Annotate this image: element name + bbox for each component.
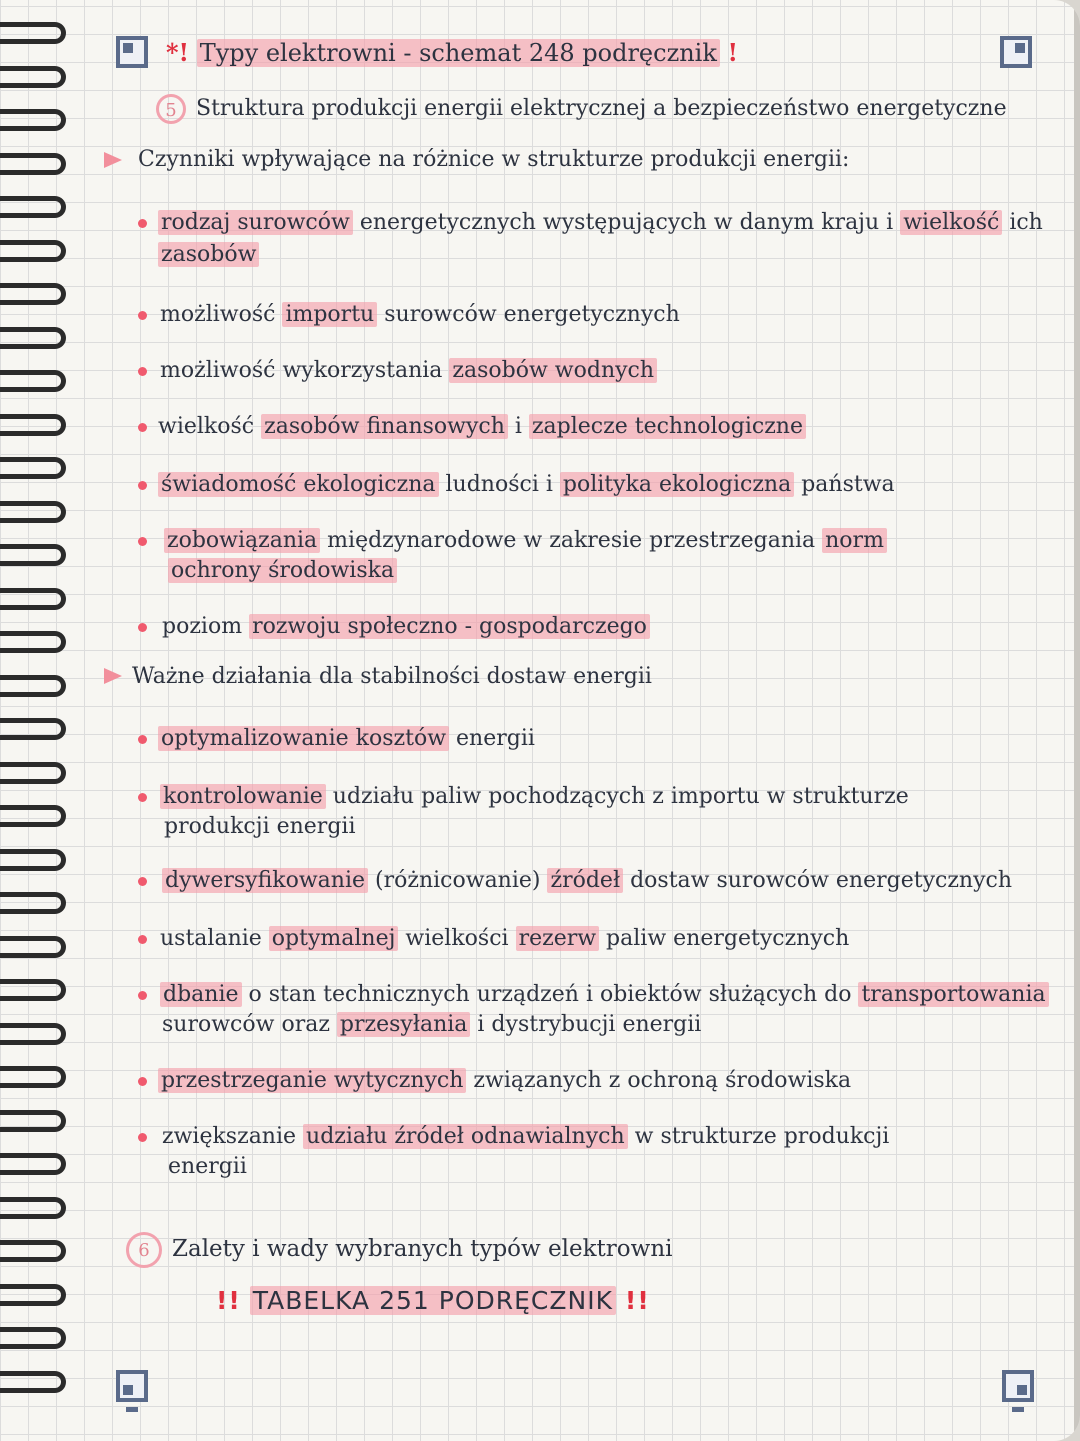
highlighted-text: polityka ekologiczna [560, 472, 794, 497]
spiral-ring [0, 1197, 66, 1219]
corner-marker-icon [1000, 36, 1032, 68]
highlighted-text: świadomość ekologiczna [158, 472, 439, 497]
spiral-ring [0, 718, 66, 740]
list-item [164, 812, 355, 842]
spiral-ring [0, 1327, 66, 1349]
list-item [158, 724, 535, 754]
highlighted-text: zasobów finansowych [261, 414, 508, 439]
spiral-ring [0, 1110, 66, 1132]
spiral-ring [0, 240, 66, 262]
note-text: TABELKA 251 PODRĘCZNIK [250, 1286, 616, 1315]
spiral-ring [0, 805, 66, 827]
page-title [166, 38, 738, 68]
list-item [162, 1122, 889, 1152]
title-prefix: *! [166, 38, 190, 67]
highlighted-text: rodzaj surowców [158, 210, 353, 235]
spiral-ring [0, 588, 66, 610]
highlighted-text: rozwoju społeczno - gospodarczego [249, 614, 650, 639]
spiral-ring [0, 22, 66, 44]
item-text: związanych z ochroną środowiska [466, 1068, 852, 1093]
section-6-heading [126, 1232, 673, 1268]
spiral-ring [0, 1153, 66, 1175]
item-text: ludności i [438, 472, 560, 497]
list-item [158, 470, 895, 500]
list-item [160, 782, 909, 812]
highlighted-text: rezerw [516, 926, 600, 951]
spiral-ring [0, 936, 66, 958]
bullet-dot-icon [138, 793, 147, 802]
spiral-ring [0, 153, 66, 175]
highlighted-text: dywersyfikowanie [162, 868, 368, 893]
note-prefix: !! [216, 1286, 241, 1315]
highlighted-text: przestrzeganie wytycznych [158, 1068, 466, 1093]
list-item [164, 526, 887, 556]
corner-marker-icon [116, 1370, 148, 1402]
highlighted-text: zaplecze technologiczne [529, 414, 806, 439]
actions-heading: Ważne działania dla stabilności dostaw energii [132, 664, 652, 689]
item-text: energii [449, 726, 535, 751]
item-text: ich [1002, 210, 1043, 235]
highlighted-text: zobowiązania [164, 528, 320, 553]
spiral-ring [0, 1240, 66, 1262]
item-text: możliwość [160, 302, 283, 327]
list-item [158, 208, 1043, 238]
highlighted-text: przesyłania [337, 1012, 471, 1037]
highlighted-text: dbanie [160, 982, 242, 1007]
bullet-dot-icon [138, 735, 147, 744]
highlighted-text: ochrony środowiska [168, 558, 397, 583]
spiral-ring [0, 283, 66, 305]
item-text: wielkości [398, 926, 516, 951]
highlighted-text: wielkość [900, 210, 1002, 235]
item-text: dostaw surowców energetycznych [623, 868, 1013, 893]
highlighted-text: zasobów wodnych [449, 358, 657, 383]
list-item [168, 556, 397, 586]
bullet-dot-icon [138, 423, 147, 432]
item-text: (różnicowanie) [368, 868, 548, 893]
bullet-dot-icon [138, 1077, 147, 1086]
spiral-ring [0, 892, 66, 914]
item-text: i dystrybucji energii [470, 1012, 702, 1037]
item-text: zwiększanie [162, 1124, 304, 1149]
factors-heading: Czynniki wpływające na różnice w strukturze produkcji energii: [138, 147, 850, 172]
section-number: 6 [126, 1232, 162, 1268]
section-heading-text: Zalety i wady wybranych typów elektrowni [172, 1236, 673, 1262]
spiral-ring [0, 501, 66, 523]
item-text: surowców energetycznych [377, 302, 680, 327]
list-item [158, 240, 259, 270]
highlighted-text: optymalnej [269, 926, 399, 951]
bullet-dot-icon [138, 935, 147, 944]
list-item [162, 1010, 701, 1040]
corner-marker-icon [116, 36, 148, 68]
item-text: o stan technicznych urządzeń i obiektów służących do [241, 982, 859, 1007]
highlighted-text: kontrolowanie [160, 784, 326, 809]
item-text: energetycznych występujących w danym kraju i [352, 210, 901, 235]
spiral-ring [0, 979, 66, 1001]
highlighted-text: źródeł [547, 868, 623, 893]
section-heading-text: Struktura produkcji energii elektrycznej a bezpieczeństwo energetyczne [196, 96, 1007, 121]
spiral-ring [0, 414, 66, 436]
bullet-dot-icon [138, 537, 147, 546]
spiral-ring [0, 1371, 66, 1393]
list-item [158, 1066, 851, 1096]
item-text: ustalanie [160, 926, 269, 951]
item-text: surowców oraz [162, 1012, 337, 1037]
highlighted-text: optymalizowanie kosztów [158, 726, 449, 751]
item-text: poziom [162, 614, 250, 639]
item-text: państwa [794, 472, 895, 497]
spiral-ring [0, 457, 66, 479]
spiral-ring [0, 1284, 66, 1306]
bullet-dot-icon [138, 991, 147, 1000]
bullet-dot-icon [138, 481, 147, 490]
list-item [158, 412, 806, 442]
spiral-ring [0, 762, 66, 784]
list-item [162, 866, 1012, 896]
title-suffix: ! [727, 38, 739, 67]
arrow-bullet-icon [104, 668, 122, 684]
list-item [160, 300, 680, 330]
section-number: 5 [156, 94, 186, 124]
title-text: Typy elektrowni - schemat 248 podręcznik [197, 39, 720, 67]
bullet-dot-icon [138, 877, 147, 886]
bullet-dot-icon [138, 623, 147, 632]
item-text: produkcji energii [164, 814, 356, 839]
spiral-ring [0, 1023, 66, 1045]
bullet-dot-icon [138, 1133, 147, 1142]
item-text: i [507, 414, 529, 439]
spiral-ring [0, 675, 66, 697]
corner-marker-icon [1002, 1370, 1034, 1402]
section-5-heading [156, 94, 1007, 124]
list-item [168, 1152, 247, 1182]
bullet-dot-icon [138, 219, 147, 228]
note-suffix: !! [624, 1286, 650, 1315]
item-text: wielkość [158, 414, 262, 439]
spiral-ring [0, 196, 66, 218]
arrow-bullet-icon [104, 152, 122, 168]
item-text: międzynarodowe w zakresie przestrzegania [320, 528, 823, 553]
highlighted-text: transportowania [858, 982, 1048, 1007]
highlighted-text: zasobów [158, 242, 259, 267]
item-text: możliwość wykorzystania [160, 358, 450, 383]
list-item [160, 980, 1049, 1010]
list-item [160, 356, 657, 386]
spiral-ring [0, 109, 66, 131]
bullet-dot-icon [138, 311, 147, 320]
highlighted-text: norm [822, 528, 887, 553]
bullet-dot-icon [138, 367, 147, 376]
item-text: udziału paliw pochodzących z importu w strukturze [325, 784, 909, 809]
table-note [216, 1286, 650, 1316]
spiral-ring [0, 849, 66, 871]
item-text: w strukturze produkcji [627, 1124, 890, 1149]
spiral-binding [0, 0, 80, 1441]
list-item [162, 612, 650, 642]
highlighted-text: importu [282, 302, 377, 327]
item-text: paliw energetycznych [599, 926, 850, 951]
spiral-ring [0, 631, 66, 653]
list-item [160, 924, 849, 954]
item-text: energii [168, 1154, 247, 1179]
spiral-ring [0, 1066, 66, 1088]
spiral-ring [0, 66, 66, 88]
highlighted-text: udziału źródeł odnawialnych [303, 1124, 628, 1149]
spiral-ring [0, 370, 66, 392]
spiral-ring [0, 544, 66, 566]
spiral-ring [0, 327, 66, 349]
